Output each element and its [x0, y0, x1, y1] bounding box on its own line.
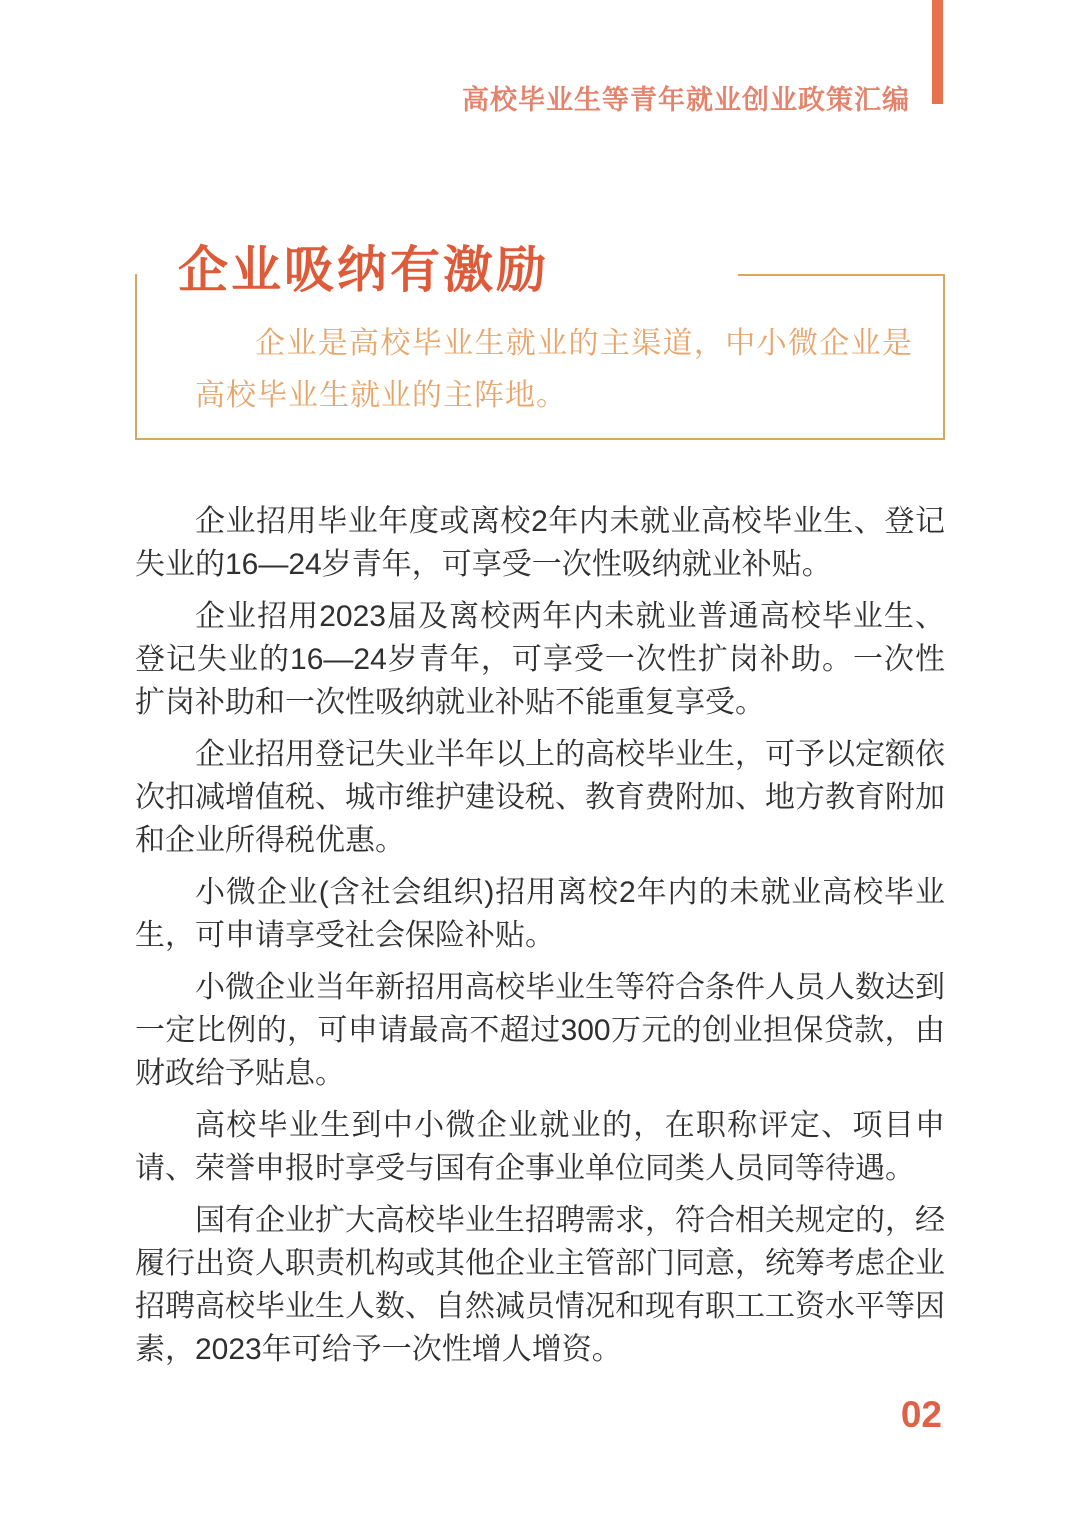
- section-title: 企业吸纳有激励: [178, 241, 549, 298]
- running-head-title: 高校毕业生等青年就业创业政策汇编: [462, 85, 910, 115]
- quote-text: 企业是高校毕业生就业的主渠道，中小微企业是高校毕业生就业的主阵地。: [195, 327, 913, 412]
- paragraph: 国有企业扩大高校毕业生招聘需求，符合相关规定的，经履行出资人职责机构或其他企业主管部门同意，统筹考虑企业招聘高校毕业生人数、自然减员情况和现有职工工资水平等因素，2023年可给予一次性增人增资。: [135, 1204, 945, 1366]
- paragraph: 小微企业(含社会组织)招用离校2年内的未就业高校毕业生，可申请享受社会保险补贴。: [135, 876, 945, 952]
- body-text: [135, 500, 945, 1380]
- paragraph: 企业招用毕业年度或离校2年内未就业高校毕业生、登记失业的16—24岁青年，可享受一次性吸纳就业补贴。: [135, 505, 945, 581]
- paragraph: 企业招用登记失业半年以上的高校毕业生，可予以定额依次扣减增值税、城市维护建设税、教育费附加、地方教育附加和企业所得税优惠。: [135, 738, 945, 857]
- page-number: 02: [900, 1394, 942, 1435]
- paragraph: 小微企业当年新招用高校毕业生等符合条件人员人数达到一定比例的，可申请最高不超过300万元的创业担保贷款，由财政给予贴息。: [135, 971, 945, 1090]
- quote-box-top-edge: [738, 274, 943, 276]
- quote-box: [135, 274, 945, 440]
- paragraph: 高校毕业生到中小微企业就业的，在职称评定、项目申请、荣誉申报时享受与国有企事业单位同类人员同等待遇。: [135, 1109, 945, 1185]
- accent-bar: [932, 0, 943, 104]
- paragraph: 企业招用2023届及离校两年内未就业普通高校毕业生、登记失业的16—24岁青年，可享受一次性扩岗补助。一次性扩岗补助和一次性吸纳就业补贴不能重复享受。: [135, 600, 945, 719]
